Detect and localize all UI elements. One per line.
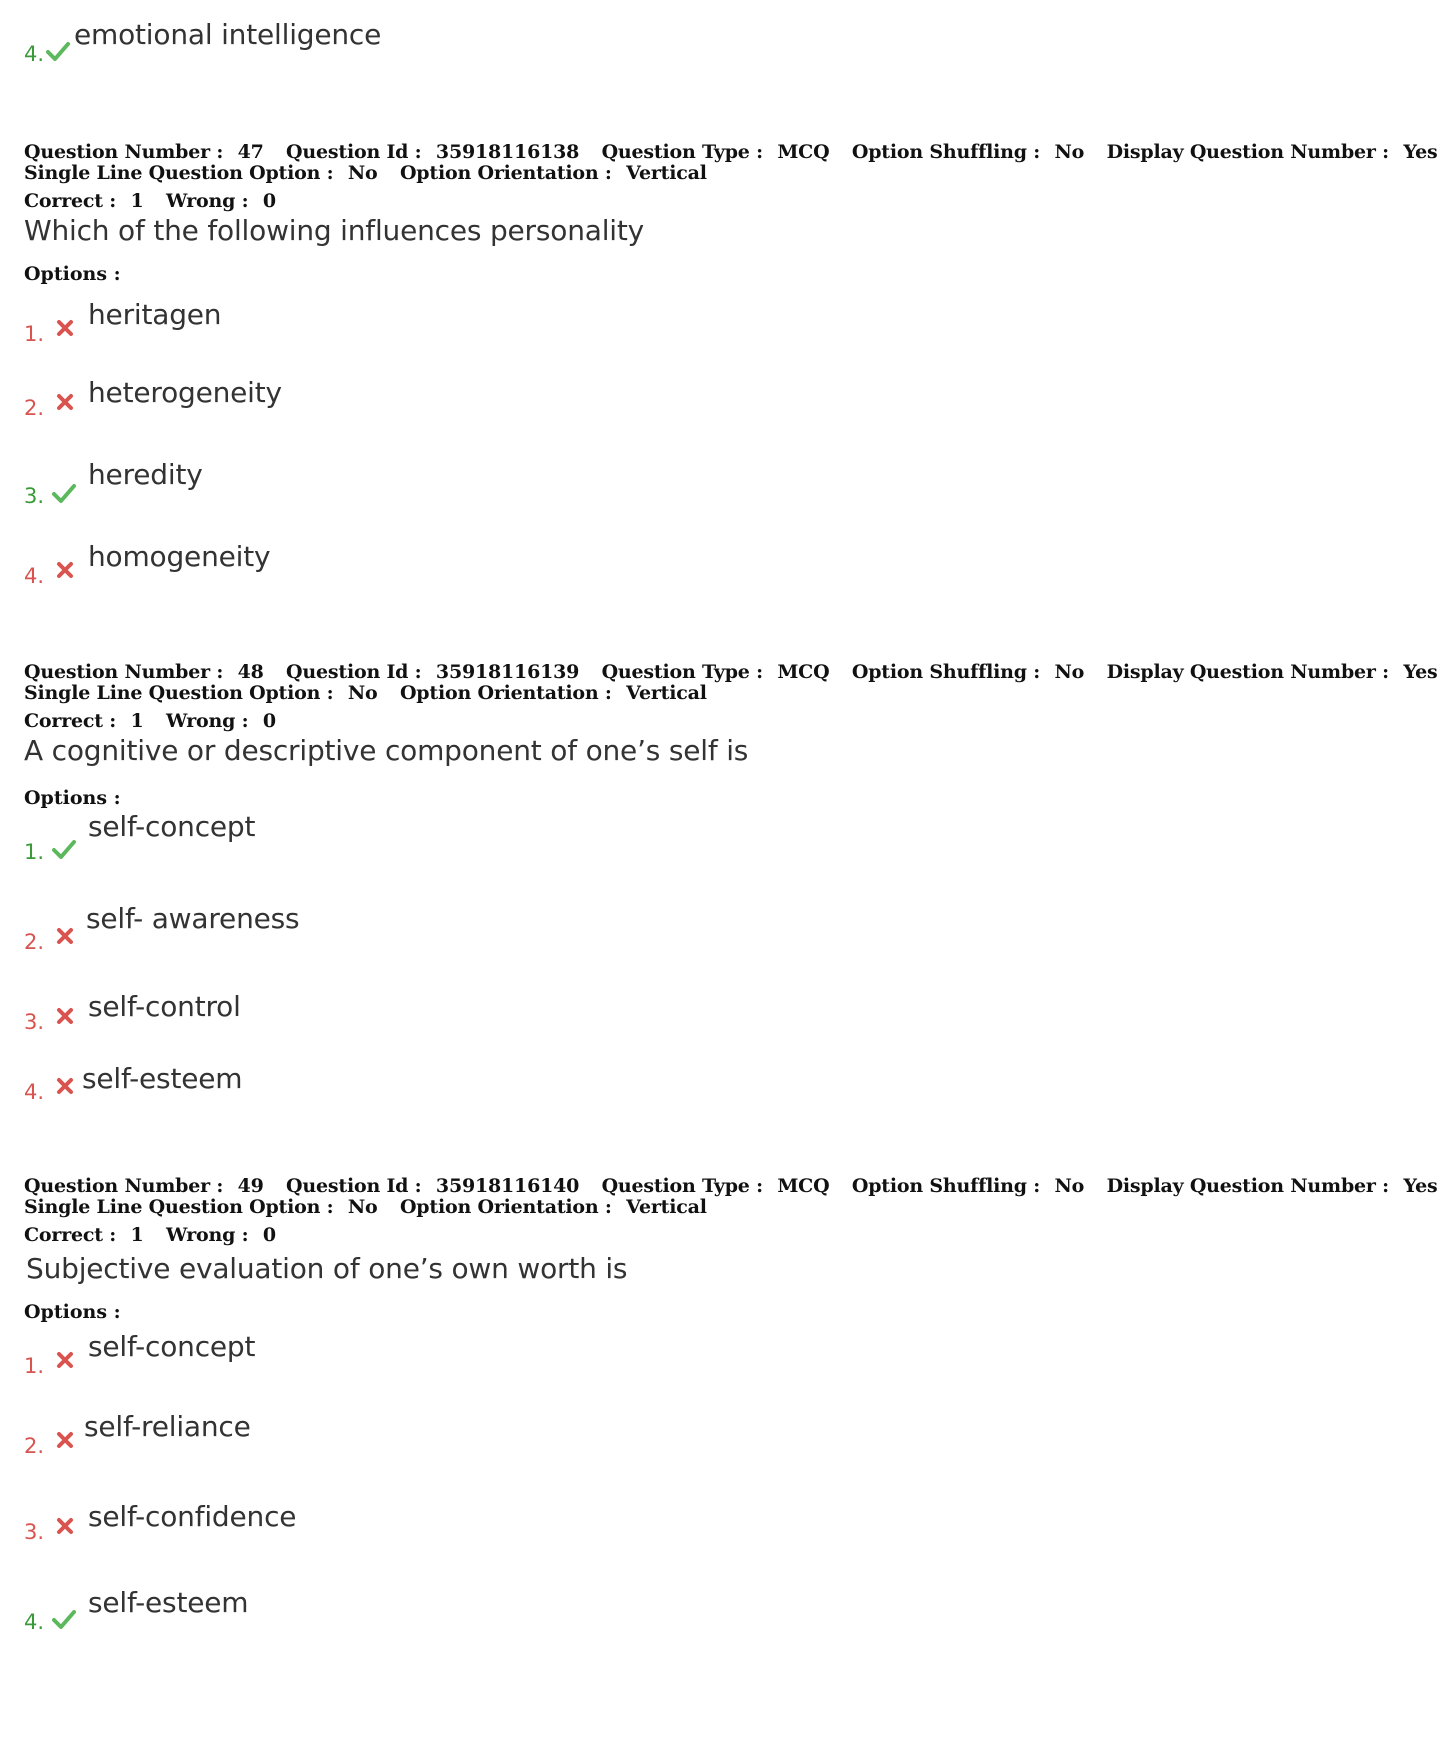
- question-meta-line-1: Question Number : 48 Question Id : 35918116139 Question Type : MCQ Option Shuffling : No Display Question Number : Yes: [24, 661, 1438, 683]
- options-label: Options :: [24, 787, 121, 809]
- question-meta-line-2: Single Line Question Option : No Option Orientation : Vertical: [24, 682, 707, 704]
- cross-icon: [54, 560, 78, 582]
- option-number: 1.: [24, 1354, 45, 1378]
- cross-icon: [54, 926, 78, 948]
- option-text: self-esteem: [82, 1062, 243, 1095]
- marks-line: Correct : 1 Wrong : 0: [24, 710, 276, 732]
- question-meta-line-2: Single Line Question Option : No Option Orientation : Vertical: [24, 1196, 707, 1218]
- option-text: self-confidence: [88, 1500, 297, 1533]
- question-block: [24, 141, 1438, 285]
- option-text: heterogeneity: [88, 376, 282, 409]
- option-number: 2.: [24, 396, 45, 420]
- cross-icon: [54, 392, 78, 414]
- option-number: 4.: [24, 564, 45, 588]
- option-text: self-control: [88, 990, 241, 1023]
- question-meta-line-2: Single Line Question Option : No Option Orientation : Vertical: [24, 162, 707, 184]
- option-text: self-concept: [88, 810, 256, 843]
- question-text: Subjective evaluation of one’s own worth is: [26, 1252, 628, 1285]
- cross-icon: [54, 1430, 78, 1452]
- question-meta-line-1: Question Number : 47 Question Id : 35918116138 Question Type : MCQ Option Shuffling : No Display Question Number : Yes: [24, 141, 1438, 163]
- option-number: 3.: [24, 484, 45, 508]
- option-text: self-reliance: [84, 1410, 251, 1443]
- check-icon: [52, 482, 76, 504]
- question-block: [24, 661, 1438, 809]
- check-icon: [52, 838, 76, 860]
- check-icon: [46, 40, 70, 62]
- cross-icon: [54, 1006, 78, 1028]
- question-block: [24, 1175, 1438, 1323]
- question-text: Which of the following influences personality: [24, 214, 645, 247]
- option-text: homogeneity: [88, 540, 271, 573]
- marks-line: Correct : 1 Wrong : 0: [24, 1224, 276, 1246]
- cross-icon: [54, 318, 78, 340]
- option-number: 1.: [24, 322, 45, 346]
- option-number: 2.: [24, 1434, 45, 1458]
- option-number: 4.: [24, 1610, 45, 1634]
- option-text: heredity: [88, 458, 203, 491]
- cross-icon: [54, 1350, 78, 1372]
- option-number: 2.: [24, 930, 45, 954]
- options-label: Options :: [24, 263, 121, 285]
- option-text: self-esteem: [88, 1586, 249, 1619]
- question-meta-line-1: Question Number : 49 Question Id : 35918116140 Question Type : MCQ Option Shuffling : No Display Question Number : Yes: [24, 1175, 1438, 1197]
- marks-line: Correct : 1 Wrong : 0: [24, 190, 276, 212]
- option-number: 3.: [24, 1010, 45, 1034]
- option-text: self- awareness: [86, 902, 300, 935]
- cross-icon: [54, 1076, 78, 1098]
- check-icon: [52, 1608, 76, 1630]
- option-number: 3.: [24, 1520, 45, 1544]
- option-number: 4.: [24, 1080, 45, 1104]
- question-text: A cognitive or descriptive component of one’s self is: [24, 734, 749, 767]
- option-text: heritagen: [88, 298, 222, 331]
- option-number: 1.: [24, 840, 45, 864]
- options-label: Options :: [24, 1301, 121, 1323]
- cross-icon: [54, 1516, 78, 1538]
- option-text: self-concept: [88, 1330, 256, 1363]
- option-number: 4.: [24, 42, 45, 66]
- option-text: emotional intelligence: [74, 18, 382, 51]
